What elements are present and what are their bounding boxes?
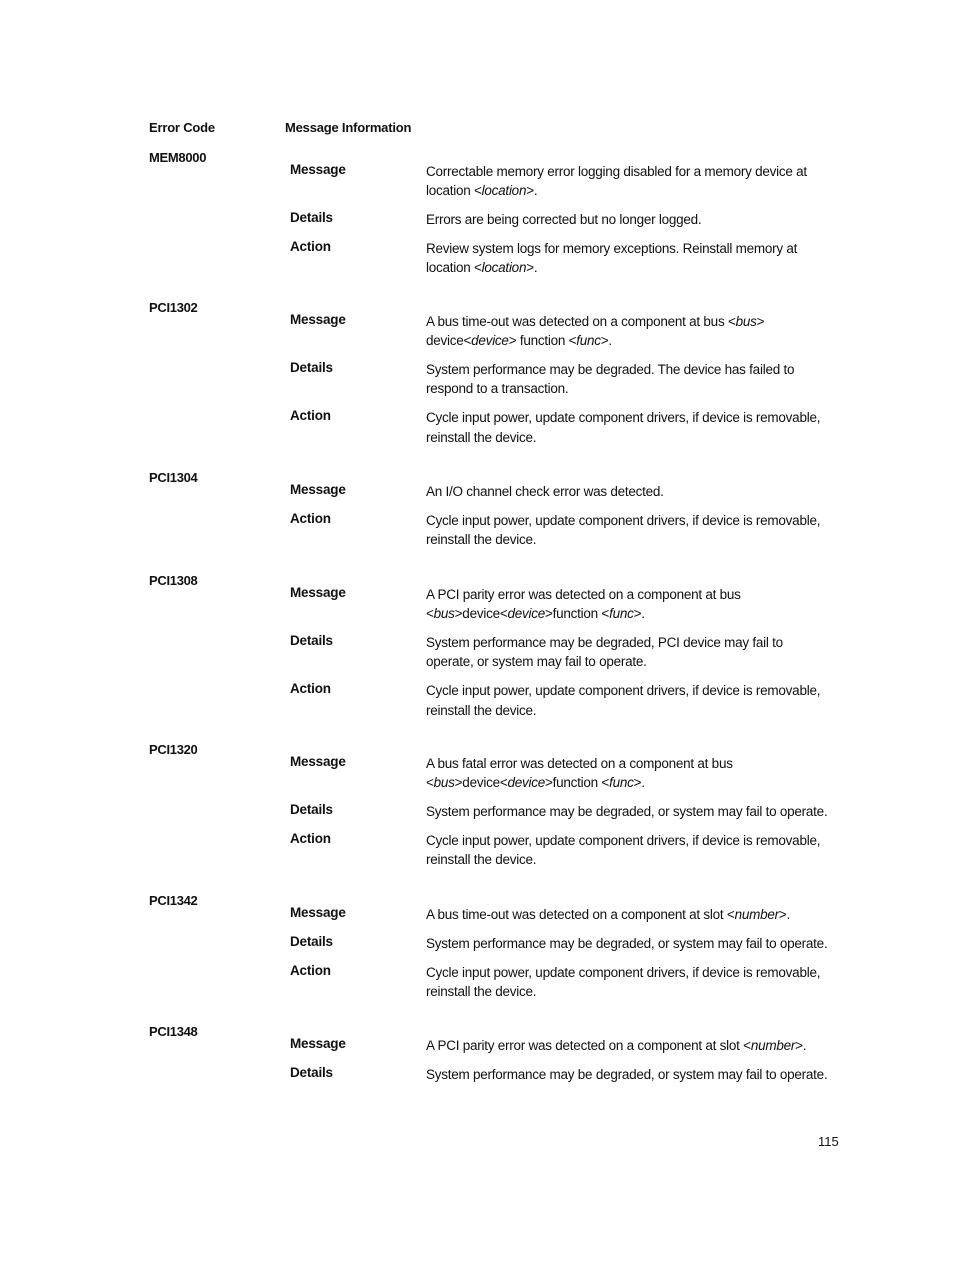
- column-header-message-information: Message Information: [285, 120, 412, 135]
- text-line: [426, 754, 836, 773]
- placeholder-term: number: [734, 907, 779, 922]
- text-line: [426, 850, 836, 869]
- row-text: [426, 162, 836, 201]
- text-line: [426, 701, 836, 720]
- text-line: [426, 482, 836, 501]
- text-segment: System performance may be degraded, or system may fail to operate.: [426, 1066, 828, 1082]
- row-text: [426, 360, 836, 399]
- text-segment: Cycle input power, update component drivers, if device is removable,: [426, 512, 821, 528]
- row-label: Message: [290, 1036, 346, 1051]
- text-line: [426, 1065, 836, 1084]
- row-text: [426, 963, 836, 1002]
- error-code: PCI1302: [149, 300, 198, 315]
- text-line: [426, 982, 836, 1001]
- row-label: Message: [290, 312, 346, 327]
- text-line: [426, 963, 836, 982]
- text-segment: operate, or system may fail to operate.: [426, 654, 647, 670]
- text-line: [426, 604, 836, 623]
- text-segment: Correctable memory error logging disabled for a memory device at: [426, 164, 807, 179]
- placeholder-term: location: [481, 183, 527, 199]
- text-line: [426, 585, 836, 604]
- row-label: Message: [290, 162, 346, 177]
- text-line: [426, 379, 836, 398]
- text-line: [426, 1036, 836, 1055]
- text-segment: reinstall the device.: [426, 429, 537, 445]
- row-label: Message: [290, 905, 346, 920]
- error-code: PCI1348: [149, 1024, 198, 1039]
- text-line: [426, 530, 836, 549]
- error-code: PCI1308: [149, 573, 198, 588]
- text-segment: An I/O channel check error was detected.: [426, 484, 664, 499]
- text-segment: >function <: [545, 775, 610, 791]
- text-line: [426, 905, 836, 924]
- placeholder-term: number: [750, 1038, 796, 1053]
- row-text: [426, 585, 836, 624]
- row-text: [426, 633, 836, 672]
- row-text: [426, 511, 836, 550]
- text-line: [426, 652, 836, 671]
- row-text: [426, 408, 836, 447]
- text-line: [426, 239, 836, 258]
- row-label: Details: [290, 210, 333, 226]
- text-segment: location <: [426, 260, 482, 276]
- placeholder-term: bus: [433, 775, 455, 791]
- text-segment: System performance may be degraded. The device has failed to: [426, 362, 795, 378]
- row-label: Action: [290, 239, 331, 255]
- row-label: Message: [290, 754, 346, 769]
- text-line: [426, 331, 836, 350]
- text-segment: Cycle input power, update component drivers, if device is removable,: [426, 410, 821, 426]
- text-segment: <: [426, 775, 434, 791]
- text-line: [426, 408, 836, 427]
- row-text: [426, 1065, 836, 1084]
- error-code: PCI1304: [149, 470, 198, 485]
- row-label: Message: [290, 482, 346, 497]
- text-line: [426, 831, 836, 850]
- row-text: [426, 802, 836, 821]
- placeholder-term: device: [471, 333, 509, 349]
- text-line: [426, 633, 836, 652]
- text-segment: System performance may be degraded, or system may fail to operate.: [426, 935, 828, 951]
- text-segment: reinstall the device.: [426, 852, 537, 868]
- row-text: [426, 1036, 836, 1055]
- text-segment: A bus time-out was detected on a component at bus <: [426, 314, 736, 329]
- text-segment: reinstall the device.: [426, 532, 537, 548]
- error-code: MEM8000: [149, 150, 207, 165]
- placeholder-term: func: [609, 775, 634, 791]
- text-segment: System performance may be degraded, or system may fail to operate.: [426, 804, 828, 820]
- row-label: Action: [290, 681, 331, 697]
- placeholder-term: bus: [735, 314, 757, 329]
- text-segment: >.: [633, 606, 645, 622]
- row-label: Action: [290, 510, 331, 526]
- text-line: [426, 934, 836, 953]
- text-segment: device<: [426, 333, 472, 349]
- row-text: [426, 754, 836, 793]
- error-code: PCI1342: [149, 893, 198, 908]
- placeholder-term: func: [609, 606, 634, 622]
- text-line: [426, 773, 836, 792]
- text-line: [426, 428, 836, 447]
- row-text: [426, 681, 836, 720]
- text-segment: Errors are being corrected but no longer logged.: [426, 212, 702, 228]
- row-label: Action: [290, 962, 331, 978]
- row-label: Message: [290, 585, 346, 600]
- text-segment: >device<: [454, 606, 508, 622]
- text-segment: <: [426, 606, 434, 622]
- text-segment: >.: [526, 183, 538, 199]
- text-segment: A bus time-out was detected on a component at slot <: [426, 907, 735, 922]
- text-segment: >.: [600, 333, 612, 349]
- row-text: [426, 210, 836, 229]
- text-segment: > function <: [508, 333, 577, 349]
- row-text: [426, 831, 836, 870]
- text-segment: >device<: [454, 775, 508, 791]
- row-label: Details: [290, 802, 333, 818]
- row-label: Details: [290, 1064, 333, 1080]
- placeholder-term: location: [481, 260, 527, 276]
- placeholder-term: device: [507, 775, 545, 791]
- row-text: [426, 905, 836, 924]
- text-segment: reinstall the device.: [426, 984, 537, 1000]
- text-segment: System performance may be degraded, PCI device may fail to: [426, 635, 783, 651]
- text-segment: >.: [795, 1038, 807, 1053]
- text-line: [426, 681, 836, 700]
- text-segment: Cycle input power, update component drivers, if device is removable,: [426, 964, 821, 980]
- text-segment: >.: [778, 907, 790, 922]
- placeholder-term: func: [576, 333, 601, 349]
- row-label: Details: [290, 933, 333, 949]
- column-header-error-code: Error Code: [149, 120, 215, 135]
- row-label: Details: [290, 633, 333, 649]
- text-line: [426, 511, 836, 530]
- text-segment: A PCI parity error was detected on a component at slot <: [426, 1038, 751, 1053]
- text-segment: >.: [633, 775, 645, 791]
- text-segment: Cycle input power, update component drivers, if device is removable,: [426, 833, 821, 849]
- row-label: Action: [290, 831, 331, 847]
- text-line: [426, 802, 836, 821]
- text-segment: location <: [426, 183, 482, 199]
- error-code: PCI1320: [149, 742, 198, 757]
- text-line: [426, 360, 836, 379]
- row-label: Action: [290, 408, 331, 424]
- page-number: 115: [818, 1134, 839, 1149]
- row-text: [426, 312, 836, 351]
- text-segment: Cycle input power, update component drivers, if device is removable,: [426, 683, 821, 699]
- row-text: [426, 482, 836, 501]
- text-segment: A bus fatal error was detected on a component at bus: [426, 756, 733, 771]
- row-label: Details: [290, 360, 333, 376]
- text-line: [426, 181, 836, 200]
- text-segment: >: [756, 314, 765, 329]
- text-segment: A PCI parity error was detected on a component at bus: [426, 587, 741, 602]
- text-line: [426, 312, 836, 331]
- text-line: [426, 210, 836, 229]
- text-segment: Review system logs for memory exceptions. Reinstall memory at: [426, 241, 798, 257]
- text-line: [426, 258, 836, 277]
- row-text: [426, 934, 836, 953]
- text-segment: respond to a transaction.: [426, 381, 569, 397]
- placeholder-term: bus: [433, 606, 455, 622]
- text-line: [426, 162, 836, 181]
- text-segment: reinstall the device.: [426, 702, 537, 718]
- text-segment: >.: [526, 260, 538, 276]
- row-text: [426, 239, 836, 278]
- text-segment: >function <: [545, 606, 610, 622]
- placeholder-term: device: [507, 606, 545, 622]
